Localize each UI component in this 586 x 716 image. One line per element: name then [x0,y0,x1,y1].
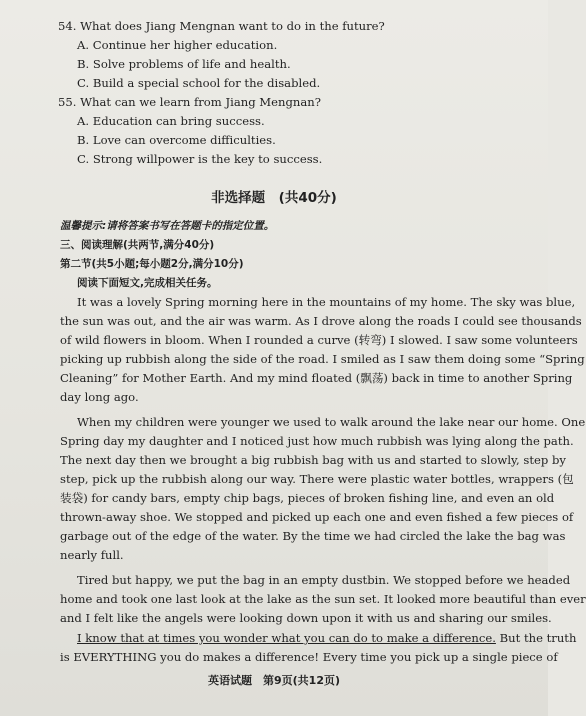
passage-line: step, pick up the rubbish along our way. There were plastic water bottles, wrappers (包 [60,472,574,486]
passage-line: of wild flowers in bloom. When I rounded a curve (转弯) I slowed. I saw some volunteers [60,333,578,347]
option-54a: A. Continue her higher education. [77,38,278,52]
option-55b: B. Love can overcome difficulties. [77,133,276,147]
underlined-sentence: I know that at times you wonder what you can do to make a difference. [77,631,496,645]
page-footer: 英语试题 第9页(共12页) [207,674,340,687]
part-three-section-two: 第二节(共5小题;每小题2分,满分10分) [60,258,244,270]
passage-line: picking up rubbish along the side of the road. I smiled as I saw them doing some “Spring [60,352,585,366]
passage-line: garbage out of the edge of the water. By the time we had circled the lake the bag was [60,529,566,543]
passage-line-underlined [77,630,576,646]
passage-line: home and took one last look at the lake as the sun set. It looked more beautiful than ever [60,592,586,606]
passage-fragment: But the truth [499,631,577,645]
passage-line: When my children were younger we used to walk around the lake near our home. One [77,415,586,429]
option-55c: C. Strong willpower is the key to success. [77,152,323,166]
option-54c: C. Build a special school for the disabled. [77,76,321,90]
passage-line: Cleaning” for Mother Earth. And my mind floated (飘荡) back in time to another Spring [60,371,573,385]
option-54b: B. Solve problems of life and health. [77,57,291,71]
section-title: 非选择题 (共40分) [211,190,337,206]
passage-line: day long ago. [60,390,139,404]
question-54: 54. What does Jiang Mengnan want to do in the future? [58,19,385,33]
passage-line: Tired but happy, we put the bag in an empty dustbin. We stopped before we headed [77,573,571,587]
passage-line: nearly full. [60,548,124,562]
option-55a: A. Education can bring success. [77,114,265,128]
passage-line: It was a lovely Spring morning here in the mountains of my home. The sky was blue, [77,295,576,309]
passage-line: Spring day my daughter and I noticed just how much rubbish was lying along the path. [60,434,574,448]
tip-text: 温馨提示:请将答案书写在答题卡的指定位置。 [60,220,275,232]
passage-line: the sun was out, and the air was warm. As I drove along the roads I could see thousands [60,314,582,328]
part-three-heading: 三、阅读理解(共两节,满分40分) [60,239,215,251]
passage-line: The next day then we brought a big rubbish bag with us and started to slowly, step by [60,453,566,467]
passage-line: and I felt like the angels were looking down upon it with us and sharing our smiles. [60,611,552,625]
passage-line: is EVERYTHING you do makes a difference! Every time you pick up a single piece of [60,650,558,664]
question-55: 55. What can we learn from Jiang Mengnan? [58,95,321,109]
instruction: 阅读下面短文,完成相关任务。 [77,277,218,289]
passage-line: 装袋) for candy bars, empty chip bags, pieces of broken fishing line, and even an old [60,491,555,505]
passage-line: thrown-away shoe. We stopped and picked up each one and even fished a few pieces of [60,510,574,524]
